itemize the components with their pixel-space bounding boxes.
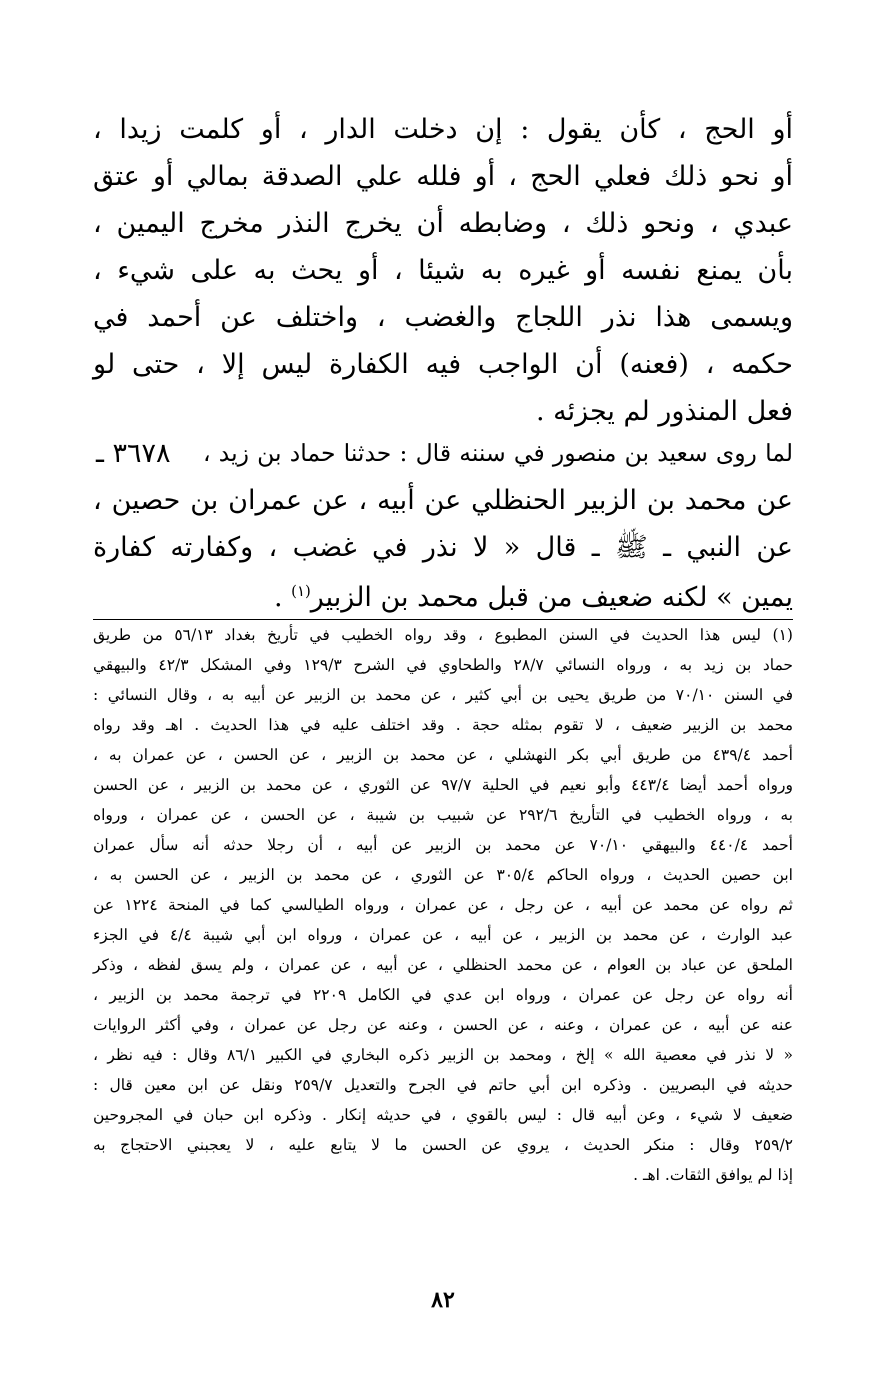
footnote-line: (١) ليس هذا الحديث في السنن المطبوع ، وقد رواه الخطيب في تأريخ بغداد ٥٦/١٣ من طريق — [93, 626, 793, 644]
footnote-line: ورواه أحمد أيضا ٤٤٣/٤ وأبو نعيم في الحلية ٩٧/٧ عن الثوري ، عن محمد بن الزبير ، عن الحسن — [93, 776, 794, 794]
footnote-line: « لا نذر في معصية الله » إلخ ، ومحمد بن الزبير ذكره البخاري في الكبير ٨٦/١ وقال : فيه نظر ، — [93, 1046, 794, 1064]
footnote-marker: (١) — [291, 582, 311, 600]
hadith-line-last — [93, 568, 793, 615]
footnote-line: الملحق عن عباد بن العوام ، عن محمد الحنظلي ، عن أبيه ، عن عمران ، ولم يسق لفظه ، وذكر — [93, 956, 793, 974]
hadith-end-punct: . — [273, 582, 292, 613]
main-text-line: ويسمى هذا نذر اللجاج والغضب ، واختلف عن أحمد في — [93, 302, 793, 333]
hadith-number: ٣٦٧٨ ـ — [96, 438, 171, 469]
footnote-line: به ، ورواه الخطيب في التأريخ ٢٩٢/٦ عن شبيب بن شيبة ، عن الحسن ، عن عمران ، ورواه — [93, 806, 793, 824]
main-text-line: فعل المنذور لم يجزئه . — [535, 396, 793, 427]
footnote-line: عنه عن أبيه ، عن عمران ، وعنه ، عن الحسن ، وعنه عن رجل عن عمران ، وفي أكثر الروايات — [93, 1016, 793, 1034]
footnote-line: ابن حصين الحديث ، ورواه الحاكم ٣٠٥/٤ عن الثوري ، عن محمد بن الزبير ، عن الحسن به ، — [93, 866, 793, 884]
footnote-line: ثم رواه عن محمد عن أبيه ، عن رجل ، عن عمران ، ورواه الطيالسي كما في المنحة ١٢٢٤ عن — [93, 896, 793, 914]
footnote-line: محمد بن الزبير ضعيف ، لا تقوم بمثله حجة . وقد اختلف عليه في هذا الحديث . اهـ وقد رواه — [93, 716, 793, 734]
footnote-line: إذا لم يوافق الثقات. اهـ . — [633, 1166, 793, 1184]
footnote-line: حماد بن زيد به ، ورواه النسائي ٢٨/٧ والطحاوي في الشرح ١٢٩/٣ وفي المشكل ٤٢/٣ والبيهقي — [93, 656, 794, 674]
footnote-line: أنه رواه عن رجل عن عمران ، ورواه ابن عدي في الكامل ٢٢٠٩ في ترجمة محمد بن الزبير ، — [93, 986, 793, 1004]
footnote-line: أحمد ٤٤٠/٤ والبيهقي ٧٠/١٠ عن محمد بن الزبير عن أبيه ، أن رجلا حدثه أنه سأل عمران — [93, 836, 793, 854]
main-text-line: أو الحج ، كأن يقول : إن دخلت الدار ، أو كلمت زيدا ، — [93, 114, 793, 145]
page-number: ٨٢ — [431, 1287, 455, 1313]
footnote-line: في السنن ٧٠/١٠ من طريق يحيى بن أبي كثير ، عن محمد بن الزبير عن أبيه به ، وقال النسائي : — [93, 686, 794, 704]
footnote-line: ضعيف لا شيء ، وعن أبيه قال : ليس بالقوي ، في حديثه إنكار . وذكره ابن حبان في المجروحين — [93, 1106, 793, 1124]
footnote-line: ٢٥٩/٢ وقال : منكر الحديث ، يروي عن الحسن ما لا يتابع عليه ، لا يعجبني الاحتجاج به — [93, 1136, 793, 1154]
footnote-line: عبد الوارث ، عن محمد بن الزبير ، عن أبيه ، عن عمران ، ورواه ابن أبي شيبة ٤/٤ في الجزء — [93, 926, 793, 944]
main-text-line: بأن يمنع نفسه أو غيره به شيئا ، أو يحث به على شيء ، — [93, 255, 793, 286]
hadith-line-text: يمين » لكنه ضعيف من قبل محمد بن الزبير — [310, 582, 793, 613]
footnote-line: حديثه في البصريين . وذكره ابن أبي حاتم في الجرح والتعديل ٢٥٩/٧ ونقل عن ابن معين قال : — [93, 1076, 794, 1094]
hadith-line: لما روى سعيد بن منصور في سننه قال : حدثنا حماد بن زيد ، — [203, 439, 793, 467]
footnote-line: أحمد ٤٣٩/٤ من طريق أبي بكر النهشلي ، عن محمد بن الزبير ، عن الحسن ، عن عمران به ، — [93, 746, 793, 764]
hadith-line: عن محمد بن الزبير الحنظلي عن أبيه ، عن عمران بن حصين ، — [93, 485, 793, 516]
main-text-line: حكمه ، (فعنه) أن الواجب فيه الكفارة ليس إلا ، حتى لو — [93, 349, 793, 380]
main-text-line: أو نحو ذلك فعلي الحج ، أو فلله علي الصدقة بمالي أو عتق — [93, 161, 793, 192]
hadith-line: عن النبي ـ ﷺ ـ قال « لا نذر في غضب ، وكفارته كفارة — [93, 532, 793, 563]
main-text-line: عبدي ، ونحو ذلك ، وضابطه أن يخرج النذر مخرج اليمين ، — [93, 208, 793, 239]
